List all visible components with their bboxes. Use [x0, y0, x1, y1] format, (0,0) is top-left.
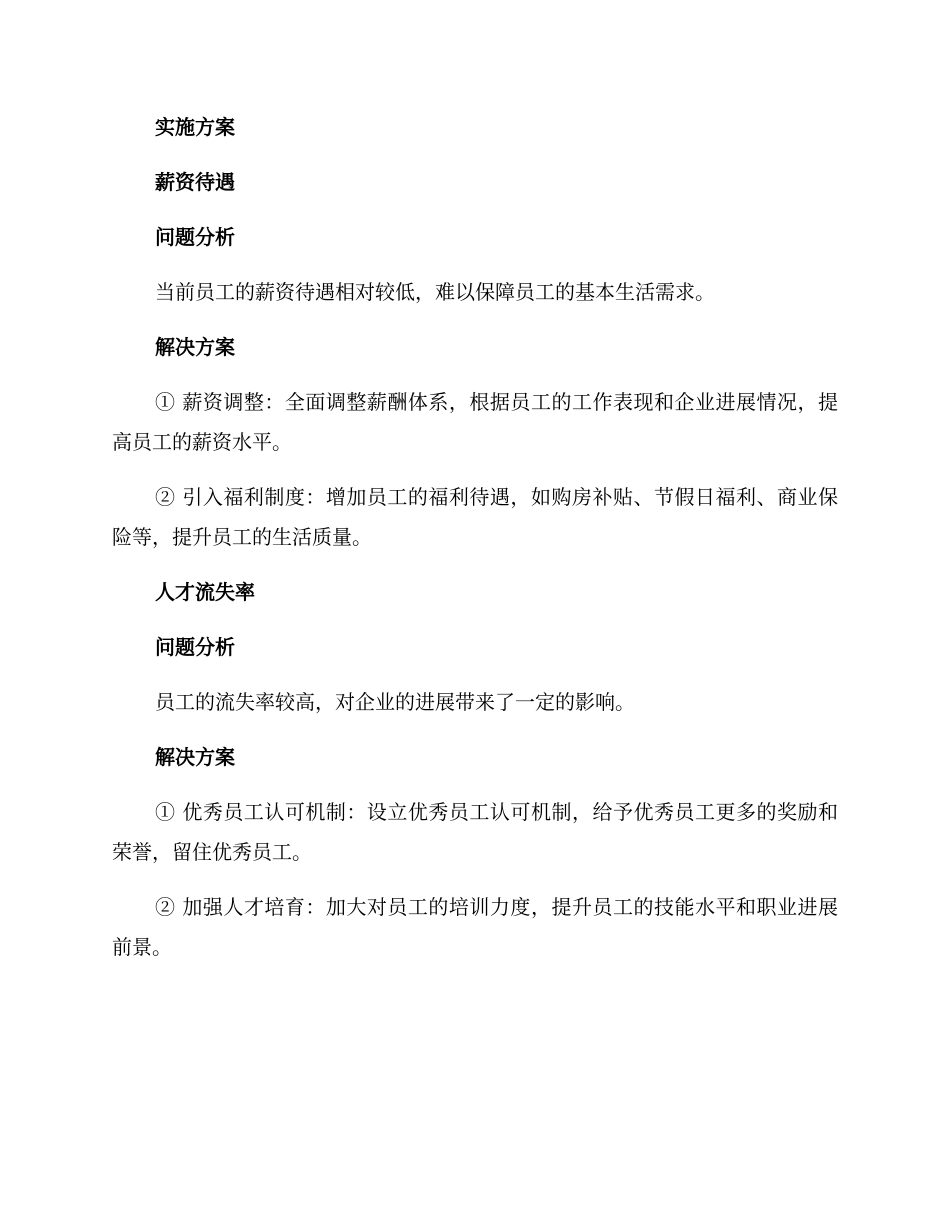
- solution-heading: 解决方案: [155, 745, 235, 769]
- document-page: [112, 107, 838, 982]
- analysis-heading: 问题分析: [155, 225, 235, 249]
- solution-item: ① 薪资调整：全面调整薪酬体系，根据员工的工作表现和企业进展情况，提高员工的薪资水平。: [112, 390, 838, 454]
- section-title-salary: 薪资待遇: [155, 170, 235, 194]
- analysis-heading: 问题分析: [155, 635, 235, 659]
- document-heading: 实施方案: [155, 115, 235, 139]
- solution-item: ② 引入福利制度：增加员工的福利待遇，如购房补贴、节假日福利、商业保险等，提升员工的生活质量。: [112, 485, 838, 549]
- analysis-text: 当前员工的薪资待遇相对较低，难以保障员工的基本生活需求。: [155, 280, 715, 304]
- analysis-text: 员工的流失率较高，对企业的进展带来了一定的影响。: [155, 690, 635, 714]
- section-title-turnover: 人才流失率: [155, 580, 255, 604]
- solution-heading: 解决方案: [155, 335, 235, 359]
- solution-item: ② 加强人才培育：加大对员工的培训力度，提升员工的技能水平和职业进展前景。: [112, 895, 838, 959]
- solution-item: ① 优秀员工认可机制：设立优秀员工认可机制，给予优秀员工更多的奖励和荣誉，留住优秀员工。: [112, 800, 838, 864]
